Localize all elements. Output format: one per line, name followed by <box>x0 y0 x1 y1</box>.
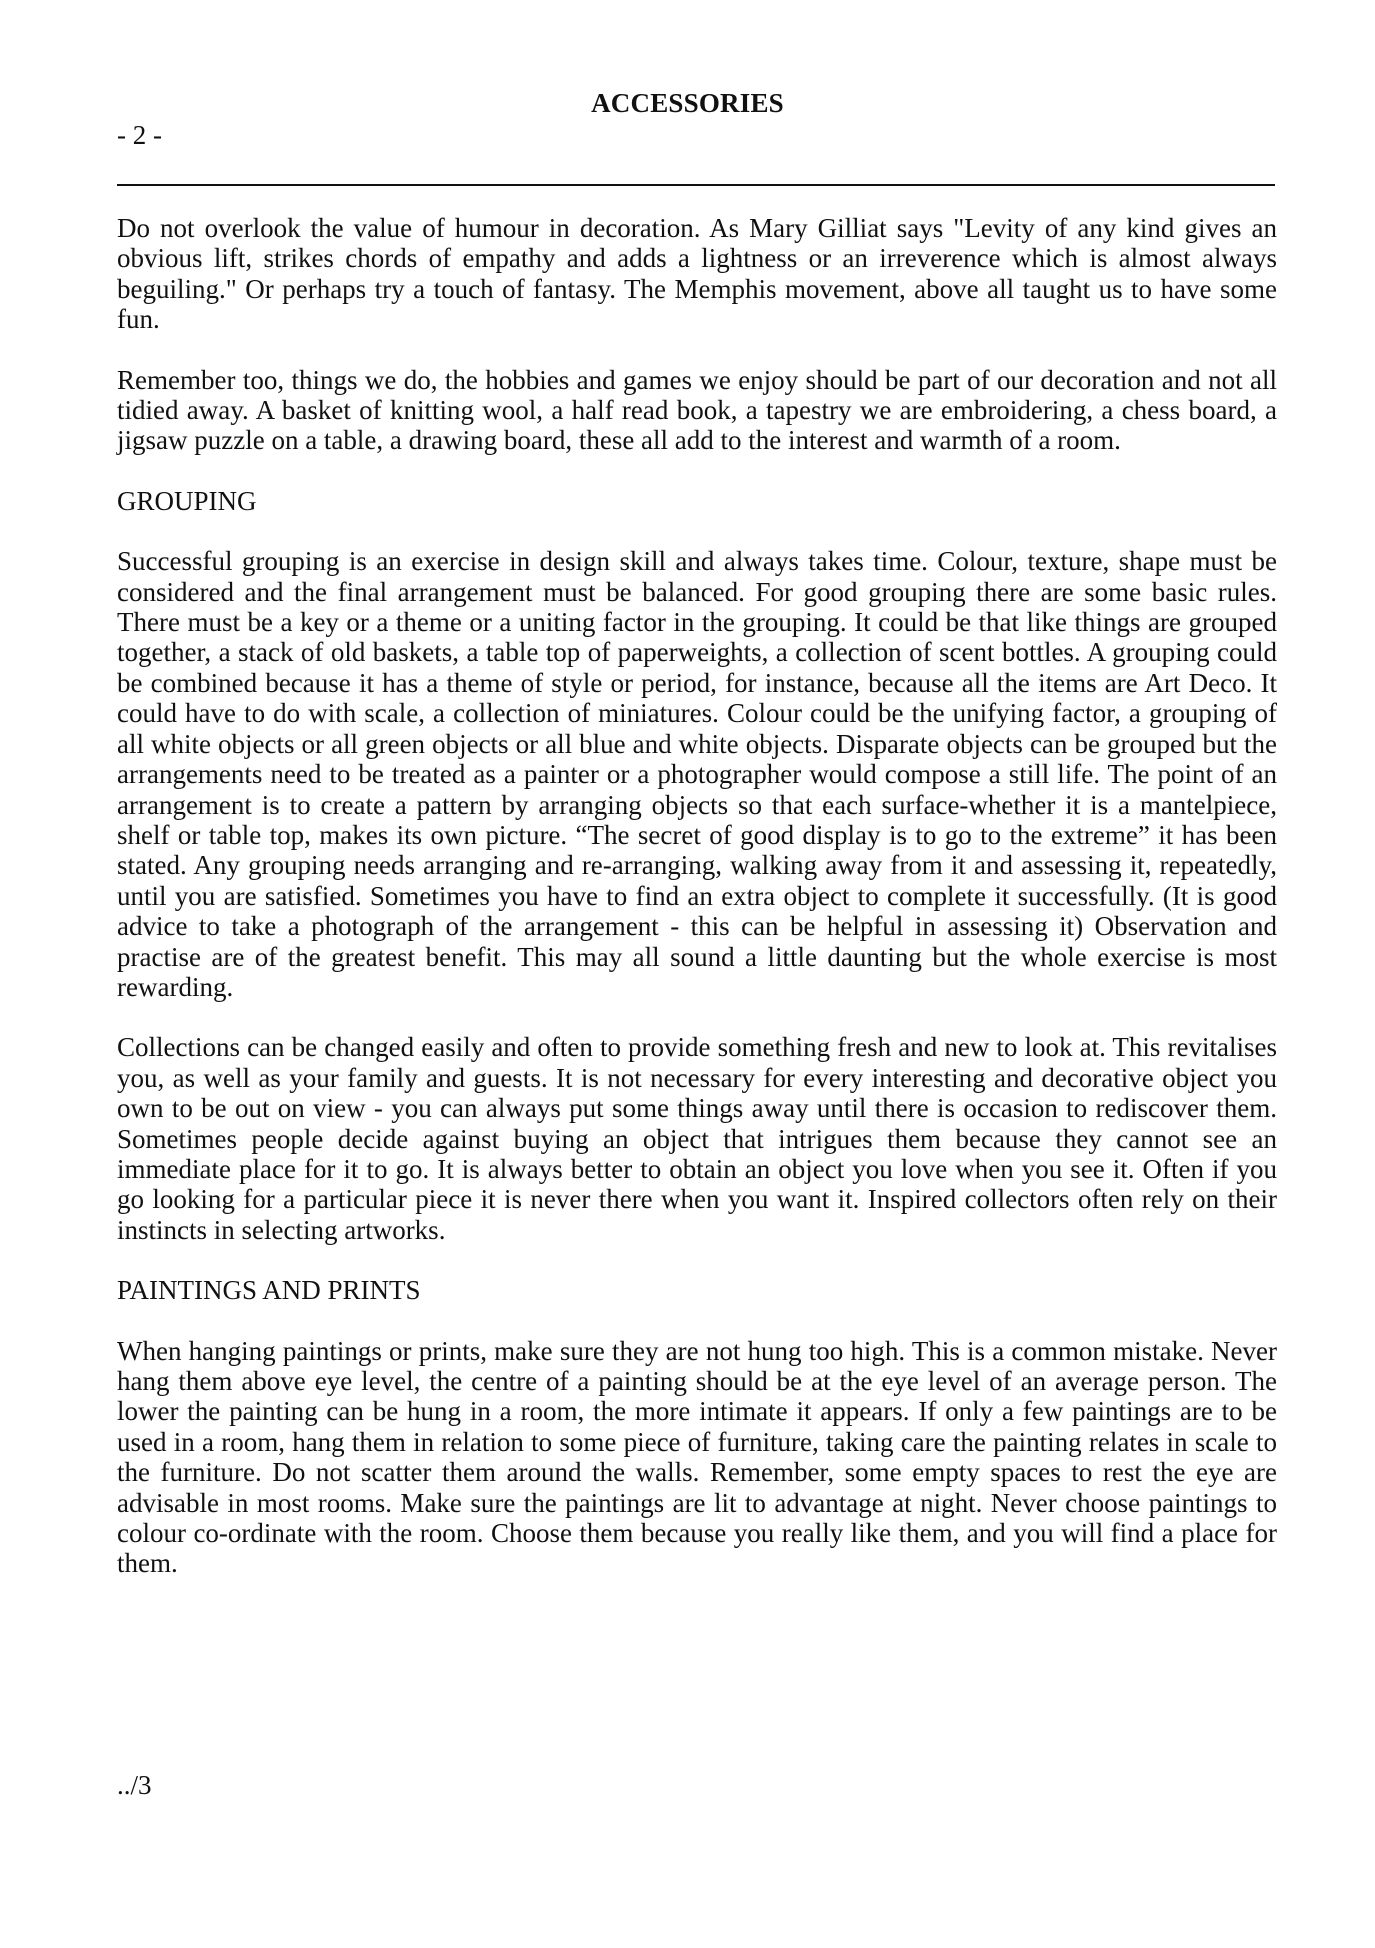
paragraph-collections: Collections can be changed easily and often to provide something fresh and new to look at. This revitalises you, as well as your family and guests. It is not necessary for every interesting and decorative object you own to be out on view - you can always put some things away until there is occasion to rediscover them. Sometimes people decide against buying an object that intrigues them because they cannot see an immediate place for it to go. It is always better to obtain an object you love when you see it. Often if you go looking for a particular piece it is never there when you want it. Inspired collectors often rely on their instincts in selecting artworks. <box>117 1032 1277 1245</box>
paragraph-grouping: Successful grouping is an exercise in design skill and always takes time. Colour, texture, shape must be considered and the final arrangement must be balanced. For good grouping there are some basic rules. There must be a key or a theme or a uniting factor in the grouping. It could be that like things are grouped together, a stack of old baskets, a table top of paperweights, a collection of scent bottles. A grouping could be combined because it has a theme of style or period, for instance, because all the items are Art Deco. It could have to do with scale, a collection of miniatures. Colour could be the unifying factor, a grouping of all white objects or all green objects or all blue and white objects. Disparate objects can be grouped but the arrangements need to be treated as a painter or a photographer would compose a still life. The point of an arrangement is to create a pattern by arranging objects so that each surface-whether it is a mantelpiece, shelf or table top, makes its own picture. “The secret of good display is to go to the extreme” it has been stated. Any grouping needs arranging and re-arranging, walking away from it and assessing it, repeatedly, until you are satisfied. Sometimes you have to find an extra object to complete it successfully. (It is good advice to take a photograph of the arrangement - this can be helpful in assessing it) Observation and practise are of the greatest benefit. This may all sound a little daunting but the whole exercise is most rewarding. <box>117 546 1277 1002</box>
page-title: ACCESSORIES <box>591 88 784 118</box>
paragraph-paintings: When hanging paintings or prints, make sure they are not hung too high. This is a common mistake. Never hang them above eye level, the centre of a painting should be at the eye level of an average person. The lower the painting can be hung in a room, the more intimate it appears. If only a few paintings are to be used in a room, hang them in relation to some piece of furniture, taking care the painting relates in scale to the furniture. Do not scatter them around the walls. Remember, some empty spaces to rest the eye are advisable in most rooms. Make sure the paintings are lit to advantage at night. Never choose paintings to colour co-ordinate with the room. Choose them because you really like them, and you will find a place for them. <box>117 1335 1277 1579</box>
continuation-marker: ../3 <box>117 1770 152 1800</box>
paragraph-hobbies: Remember too, things we do, the hobbies and games we enjoy should be part of our decoration and not all tidied away. A basket of knitting wool, a half read book, a tapestry we are embroidering, a chess board, a jigsaw puzzle on a table, a drawing board, these all add to the interest and warmth of a room. <box>117 364 1277 456</box>
page-number: - 2 - <box>117 120 162 150</box>
section-heading-paintings: PAINTINGS AND PRINTS <box>117 1275 421 1306</box>
body-text <box>117 213 1277 1609</box>
section-heading-grouping: GROUPING <box>117 485 257 516</box>
paragraph-humour: Do not overlook the value of humour in decoration. As Mary Gilliat says "Levity of any kind gives an obvious lift, strikes chords of empathy and adds a lightness or an irreverence which is almost always beguiling." Or perhaps try a touch of fantasy. The Memphis movement, above all taught us to have some fun. <box>117 213 1277 335</box>
header-divider <box>117 184 1275 186</box>
